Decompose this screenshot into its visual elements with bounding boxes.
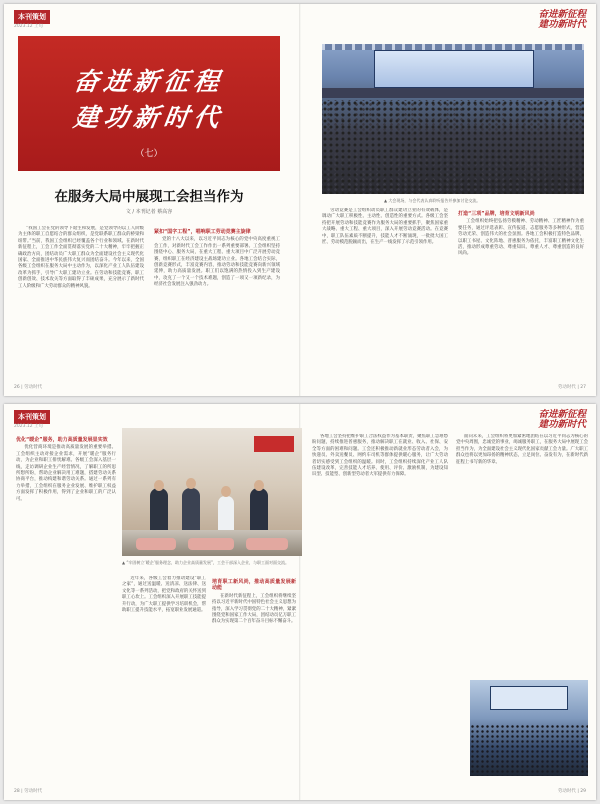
person xyxy=(182,488,200,536)
photo-caption: ▲ “牢固树立‘暖企’服务理念，助力企业高质量发展”，工会干部深入企业，与职工面对面交流。 xyxy=(122,560,290,565)
subhead-2: 打造“三项”品牌，培育文明新风尚 xyxy=(458,211,535,217)
page-number-left: 26 | 劳动时代 xyxy=(14,385,43,390)
page-number-left: 28 | 劳动时代 xyxy=(14,789,43,794)
page-number-right: 劳动时代 | 27 xyxy=(557,385,586,390)
photo-caption: ▲ 大会现场，与会代表认真聆听报告并参加讨论交流。 xyxy=(384,198,481,203)
event-screen xyxy=(490,686,568,710)
section-tag: 本刊策划 xyxy=(14,410,50,424)
left-body: 优化营商环境是推动高质量发展的重要举措。工会组织主动对接企业需求，开展“暖企”服务行动，为企业和职工排忧解难。各级工会深入基层一线，走访调研企业生产经营情况，了解职工的所思所想所盼，帮助企业解决用工难题，搭建劳动关系协商平台，推动构建和谐劳动关系。通过一系列有力举措，工会组织在服务企业发展、维护职工权益方面发挥了积极作用，得到了企业和职工的广泛认可。 xyxy=(16,445,116,502)
worker-head xyxy=(221,486,231,497)
body-paragraph: “我国工会在党的领导下诞生和发展，是党领导的以工人阶级为主体的职工自愿结合的群众组织，是党联系职工群众的桥梁和纽带。”当前，我国工会组织已经覆盖各个行业和领域。在新时代新征程上，工会工作全面贯彻落实党的二十大精神，牢牢把握正确政治方向，团结动员广大职工群众为全面建设社会主义现代化国家、全面推进中华民族伟大复兴而团结奋斗。今年以来，全国各级工会组织在服务大局中主动作为，以深化产业工人队伍建设改革为抓手，引导广大职工建功立业。在劳动和技能竞赛、职工创新创效、技术攻关等方面取得了丰硕成果，充分展示了新时代工人阶级和广大劳动群众的精神风貌。 xyxy=(18,226,144,289)
right-column-2 xyxy=(458,208,584,384)
left-body-2: 近年来，各级工会着力推动建设“职工之家”，通过送温暖、送清凉、送法律、送文化等一系列活动，把党和政府的关怀送到职工心坎上。工会组织深入开展职工技能提升行动，为广大职工提供学习培训机会，帮助职工提升技能水平，拓宽职业发展通道。 xyxy=(122,576,206,614)
product xyxy=(136,538,176,550)
red-signboard xyxy=(254,436,294,452)
conference-photo xyxy=(322,44,584,194)
product xyxy=(188,538,234,550)
stage xyxy=(322,88,584,98)
spread-2 xyxy=(4,404,596,800)
event-audience xyxy=(470,724,588,776)
banner-number: （七） xyxy=(135,149,163,159)
banner-line-1: 奋进新征程 xyxy=(71,67,226,96)
left-column-2 xyxy=(122,576,206,790)
audience xyxy=(322,100,584,194)
left-body-3: 在新时代新征程上，工会组织将继续坚持以习近平新时代中国特色社会主义思想为指导，深入学习贯彻党的二十大精神，紧紧围绕党和国家工作大局，团结动员亿万职工群众为实现第二个百年奋斗目标不懈奋斗。 xyxy=(212,593,296,625)
title-banner xyxy=(18,36,280,171)
subhead-2: 培育职工新风尚，推动高质量发展新动能 xyxy=(212,579,296,592)
spread-1 xyxy=(4,4,596,396)
article-byline: 文 / 本刊记者 蔡高容 xyxy=(125,209,173,215)
right-body: 劳动竞赛是工会组织动员职工群众建功立业的有效载体，是调动广大职工积极性、主动性、创造性的重要方式。各级工会坚持把开展劳动和技能竞赛作为服务大局的重要抓手，聚焦国家重大战略、重大工程、重大项目，深入开展劳动竞赛活动。在竞赛中，职工队伍素质不断提升，技能人才不断涌现，一批批大国工匠、劳动模范脱颖而出，在生产一线发挥了示范引领作用。 xyxy=(322,208,448,246)
product xyxy=(246,538,288,550)
subhead: 优化“暖企”服务，助力高质量发展显实效 xyxy=(16,437,108,443)
right-body-2: 工会组织始终把弘扬劳模精神、劳动精神、工匠精神作为重要任务，通过评选表彰、宣传报道、志愿服务等多种形式，营造劳动光荣、创造伟大的社会氛围。各地工会积极打造特色品牌，以职工书屋、文化阵地、普惠服务为依托，丰富职工精神文化生活，推动形成尊重劳动、尊重知识、尊重人才、尊重创造的良好风尚。 xyxy=(458,219,584,257)
left-column-1 xyxy=(18,226,144,382)
right-column-2 xyxy=(456,434,588,672)
visit-photo xyxy=(122,428,302,556)
left-column-1 xyxy=(16,434,116,790)
article-title: 在服务大局中展现工会担当作为 xyxy=(54,189,244,205)
person-head xyxy=(186,478,196,489)
section-sub: 2023.12 上旬 xyxy=(14,424,44,429)
brand-mark xyxy=(538,10,586,30)
body-paragraph-2: 党的十八大以来，以习近平同志为核心的党中央高度重视工会工作，对新时代工会工作作出一系列重要部署。工会组织坚持围绕中心、服务大局，在重大工程、重大项目中广泛开展劳动竞赛，组织职工在经济建设主战场建功立业。各地工会结合实际，创新竞赛形式，丰富竞赛内容，推动劳动和技能竞赛向新兴领域延伸，助力高质量发展。职工们以饱满的热情投入到生产建设中，攻克了一个又一个技术难题，创造了一项又一项新纪录，为经济社会发展注入强劲动力。 xyxy=(154,237,280,288)
right-column-1 xyxy=(322,208,448,384)
brand-line-1: 奋进新征程 xyxy=(538,9,586,20)
brand-mark xyxy=(538,410,586,430)
stage-screen xyxy=(374,50,534,88)
section-tag: 本刊策划 xyxy=(14,10,50,24)
left-column-2 xyxy=(154,226,280,382)
person xyxy=(150,488,168,536)
left-column-3 xyxy=(212,576,296,790)
banner-line-2: 建功新时代 xyxy=(71,103,226,132)
person-head xyxy=(154,480,164,491)
event-photo xyxy=(470,680,588,776)
right-body-2: 面向未来，工会组织将更加紧密地团结在以习近平同志为核心的党中央周围，忠诚党的事业，竭诚服务职工，在服务大局中展现工会担当作为，为全面建设社会主义现代化国家贡献工会力量。广大职工群众也将以更加昂扬的精神状态，立足岗位、奋发有为，在新时代新征程上书写新的华章。 xyxy=(456,434,588,465)
person-head xyxy=(254,480,264,491)
spread-gutter xyxy=(299,4,301,396)
brand-line-2: 建功新时代 xyxy=(538,419,586,430)
subhead-1: 紧扣“国字工程”，唱响职工劳动竞赛主旋律 xyxy=(154,229,251,235)
page-number-right: 劳动时代 | 29 xyxy=(557,789,586,794)
brand-line-2: 建功新时代 xyxy=(538,19,586,30)
right-body: 各地工会坚持把维护职工合法权益作为基本职责，聚焦职工急难愁盼问题，持续推进普惠服务，推动解决职工在就业、收入、社保、安全等方面的困难和问题。工会还积极推动新就业形态劳动者入会，为快递员、外卖送餐员、网约车司机等群体提供暖心服务，让广大劳动者切实感受到工会组织的温暖。同时，工会组织持续深化产业工人队伍建设改革，完善技能人才培养、使用、评价、激励机制，为建设知识型、技能型、创新型劳动者大军提供有力保障。 xyxy=(312,434,448,478)
brand-line-1: 奋进新征程 xyxy=(538,409,586,420)
person xyxy=(250,488,268,536)
right-column-1 xyxy=(312,434,448,790)
section-sub: 2023.12 上旬 xyxy=(14,24,44,29)
